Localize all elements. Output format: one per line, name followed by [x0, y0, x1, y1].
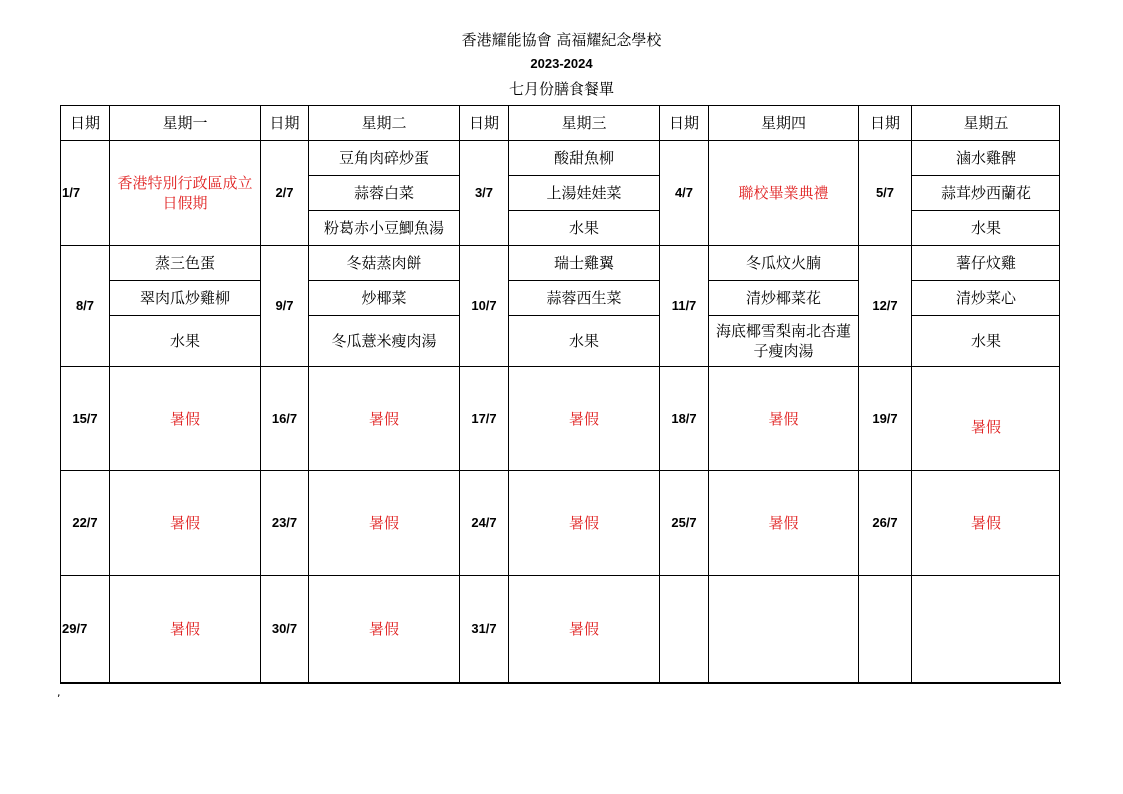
- date-cell: 23/7: [261, 471, 309, 576]
- menu-item: 水果: [509, 316, 660, 367]
- menu-item: 冬瓜薏米瘦肉湯: [309, 316, 460, 367]
- holiday-cell: 香港特別行政區成立日假期: [110, 141, 261, 246]
- summer-holiday-cell: 暑假: [309, 471, 460, 576]
- summer-holiday-cell: 暑假: [509, 367, 660, 471]
- menu-item: 冬瓜炆火腩: [709, 246, 859, 281]
- event-cell: 聯校畢業典禮: [709, 141, 859, 246]
- menu-item: 上湯娃娃菜: [509, 176, 660, 211]
- summer-holiday-cell: 暑假: [309, 576, 460, 682]
- date-cell: 3/7: [460, 141, 509, 246]
- col-header-date-1: 日期: [61, 106, 110, 141]
- empty-cell: [912, 576, 1060, 682]
- menu-title: 七月份膳食餐單: [508, 80, 614, 98]
- menu-item: 水果: [912, 211, 1060, 246]
- date-cell: 26/7: [859, 471, 912, 576]
- summer-holiday-cell: 暑假: [912, 471, 1060, 576]
- menu-item: 翠肉瓜炒雞柳: [110, 281, 261, 316]
- date-cell: 12/7: [859, 246, 912, 367]
- summer-holiday-cell: 暑假: [509, 576, 660, 682]
- date-cell: 30/7: [261, 576, 309, 682]
- summer-holiday-cell: 暑假: [912, 367, 1060, 471]
- menu-item: 蒸三色蛋: [110, 246, 261, 281]
- school-year: 2023-2024: [530, 56, 593, 71]
- summer-holiday-cell: 暑假: [509, 471, 660, 576]
- date-cell: 9/7: [261, 246, 309, 367]
- date-cell: 16/7: [261, 367, 309, 471]
- date-cell: 11/7: [660, 246, 709, 367]
- empty-cell: [660, 576, 709, 682]
- menu-item: 水果: [509, 211, 660, 246]
- empty-cell: [859, 576, 912, 682]
- col-header-wed: 星期三: [509, 106, 660, 141]
- date-cell: 10/7: [460, 246, 509, 367]
- col-header-date-5: 日期: [859, 106, 912, 141]
- menu-item: 滷水雞髀: [912, 141, 1060, 176]
- date-cell: 24/7: [460, 471, 509, 576]
- summer-holiday-cell: 暑假: [309, 367, 460, 471]
- col-header-fri: 星期五: [912, 106, 1060, 141]
- menu-item: 蒜茸炒西蘭花: [912, 176, 1060, 211]
- menu-item: 豆角肉碎炒蛋: [309, 141, 460, 176]
- date-cell: 17/7: [460, 367, 509, 471]
- menu-item: 清炒菜心: [912, 281, 1060, 316]
- menu-item: 瑞士雞翼: [509, 246, 660, 281]
- menu-item: 蒜蓉西生菜: [509, 281, 660, 316]
- summer-holiday-cell: 暑假: [709, 471, 859, 576]
- summer-holiday-cell: 暑假: [110, 576, 261, 682]
- menu-table: [60, 105, 1060, 683]
- col-header-date-2: 日期: [261, 106, 309, 141]
- summer-holiday-cell: 暑假: [110, 471, 261, 576]
- col-header-mon: 星期一: [110, 106, 261, 141]
- school-name: 香港耀能協會 高福耀紀念學校: [461, 31, 662, 49]
- date-cell: 15/7: [61, 367, 110, 471]
- empty-cell: [709, 576, 859, 682]
- footnote-mark: ,: [57, 686, 61, 699]
- menu-item: 海底椰雪梨南北杏蓮子瘦肉湯: [709, 316, 859, 367]
- menu-item: 冬菇蒸肉餅: [309, 246, 460, 281]
- col-header-tue: 星期二: [309, 106, 460, 141]
- menu-item: 水果: [110, 316, 261, 367]
- menu-item: 薯仔炆雞: [912, 246, 1060, 281]
- menu-item: 清炒椰菜花: [709, 281, 859, 316]
- summer-holiday-cell: 暑假: [709, 367, 859, 471]
- date-cell: 31/7: [460, 576, 509, 682]
- date-cell: 22/7: [61, 471, 110, 576]
- date-cell: 8/7: [61, 246, 110, 367]
- menu-item: 粉葛赤小豆鯽魚湯: [309, 211, 460, 246]
- table-bottom-rule: [60, 682, 1061, 684]
- date-cell: 4/7: [660, 141, 709, 246]
- col-header-date-4: 日期: [660, 106, 709, 141]
- menu-item: 炒椰菜: [309, 281, 460, 316]
- date-cell: 5/7: [859, 141, 912, 246]
- date-cell: 29/7: [61, 576, 110, 682]
- date-cell: 1/7: [61, 141, 110, 246]
- menu-item: 水果: [912, 316, 1060, 367]
- date-cell: 19/7: [859, 367, 912, 471]
- col-header-date-3: 日期: [460, 106, 509, 141]
- date-cell: 2/7: [261, 141, 309, 246]
- col-header-thu: 星期四: [709, 106, 859, 141]
- menu-item: 酸甜魚柳: [509, 141, 660, 176]
- date-cell: 18/7: [660, 367, 709, 471]
- date-cell: 25/7: [660, 471, 709, 576]
- menu-item: 蒜蓉白菜: [309, 176, 460, 211]
- summer-holiday-cell: 暑假: [110, 367, 261, 471]
